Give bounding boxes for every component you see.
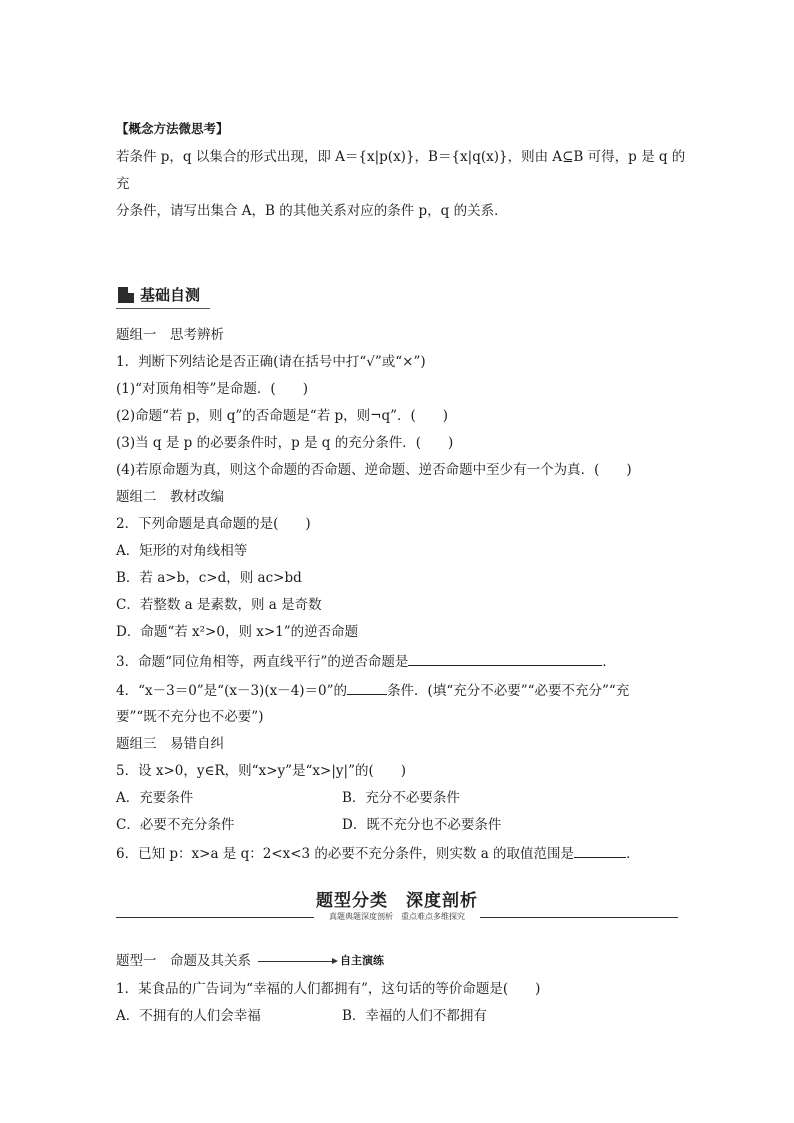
question-6-end: ．	[626, 846, 640, 862]
tixing-title: 题型一 命题及其关系	[116, 953, 251, 969]
group-title: 题组三 易错自纠	[116, 736, 224, 752]
answer-blank[interactable]	[408, 651, 602, 666]
answer-blank[interactable]	[574, 843, 626, 858]
question-3-end: ．	[602, 654, 616, 670]
question-6-text: 6．已知 p：x>a 是 q：2<x<3 的必要不充分条件，则实数 a 的取值范围是	[116, 846, 575, 862]
question-1-item: (3)当 q 是 p 的必要条件时，p 是 q 的充分条件．( )	[116, 435, 454, 451]
question-5-options-row	[116, 815, 636, 835]
answer-blank[interactable]	[347, 680, 387, 695]
question-2-option: C．若整数 a 是素数，则 a 是奇数	[116, 597, 322, 613]
question-1-item: (1)“对顶角相等”是命题．( )	[116, 381, 308, 397]
concept-line: 若条件 p，q 以集合的形式出现，即 A＝{x|p(x)}，B＝{x|q(x)}，则由 A⊆B 可得，p 是 q 的充	[116, 149, 686, 192]
question-1-item: (2)命题“若 p，则 q”的否命题是“若 p，则¬q”．( )	[116, 408, 449, 424]
arrow-line	[258, 961, 336, 962]
banner-title: 题型分类 深度剖析	[316, 891, 478, 911]
banner-rule-left	[116, 917, 314, 918]
section-underline	[116, 308, 210, 309]
question-5-option: D．既不充分也不必要条件	[342, 817, 502, 833]
question-5: 5．设 x>0，y∈R，则“x>y”是“x>|y|”的( )	[116, 763, 407, 779]
question-4-text-b: 条件．(填“充分不必要”“必要不充分”“充	[387, 683, 630, 699]
question-4-cont: 要”“既不充分也不必要”)	[116, 709, 264, 725]
section-banner	[116, 886, 678, 926]
tixing-options-row	[116, 1006, 636, 1026]
tixing-option: B．幸福的人们不都拥有	[342, 1008, 487, 1024]
question-4-text-a: 4．“x－3＝0”是“(x－3)(x－4)＝0”的	[116, 683, 348, 699]
question-1: 1．判断下列结论是否正确(请在括号中打“√”或“×”)	[116, 354, 426, 370]
question-6	[116, 843, 640, 864]
group-title: 题组一 思考辨析	[116, 327, 224, 343]
self-practice-tag: 自主演练	[340, 954, 384, 967]
banner-subtitle: 真题典题深度剖析 重点难点多维探究	[329, 912, 465, 921]
concept-title: 【概念方法微思考】	[116, 121, 229, 136]
question-1-item: (4)若原命题为真，则这个命题的否命题、逆命题、逆否命题中至少有一个为真．( )	[116, 462, 632, 478]
concept-line: 分条件，请写出集合 A，B 的其他关系对应的条件 p，q 的关系．	[116, 203, 508, 219]
arrow-right-icon	[332, 958, 338, 964]
question-2-option: B．若 a>b，c>d，则 ac>bd	[116, 570, 302, 586]
section-icon-notch	[128, 287, 134, 293]
tixing-question-1: 1．某食品的广告词为“幸福的人们都拥有”，这句话的等价命题是( )	[116, 981, 541, 997]
tixing-option: A．不拥有的人们会幸福	[116, 1008, 261, 1024]
question-5-options-row	[116, 788, 636, 808]
question-5-option: C．必要不充分条件	[116, 817, 235, 833]
section-title: 基础自测	[140, 286, 201, 304]
question-2-option: D．命题“若 x²>0，则 x>1”的逆否命题	[116, 624, 359, 640]
question-2-option: A．矩形的对角线相等	[116, 543, 248, 559]
question-5-option: B．充分不必要条件	[342, 790, 460, 806]
question-3	[116, 651, 616, 672]
question-4	[116, 680, 629, 701]
banner-rule-right	[480, 917, 678, 918]
group-title: 题组二 教材改编	[116, 489, 224, 505]
question-2: 2．下列命题是真命题的是( )	[116, 516, 311, 532]
question-5-option: A．充要条件	[116, 790, 194, 806]
concept-paragraph	[116, 144, 686, 225]
section-heading	[116, 284, 210, 310]
question-3-text: 3．命题“同位角相等，两直线平行”的逆否命题是	[116, 654, 409, 670]
